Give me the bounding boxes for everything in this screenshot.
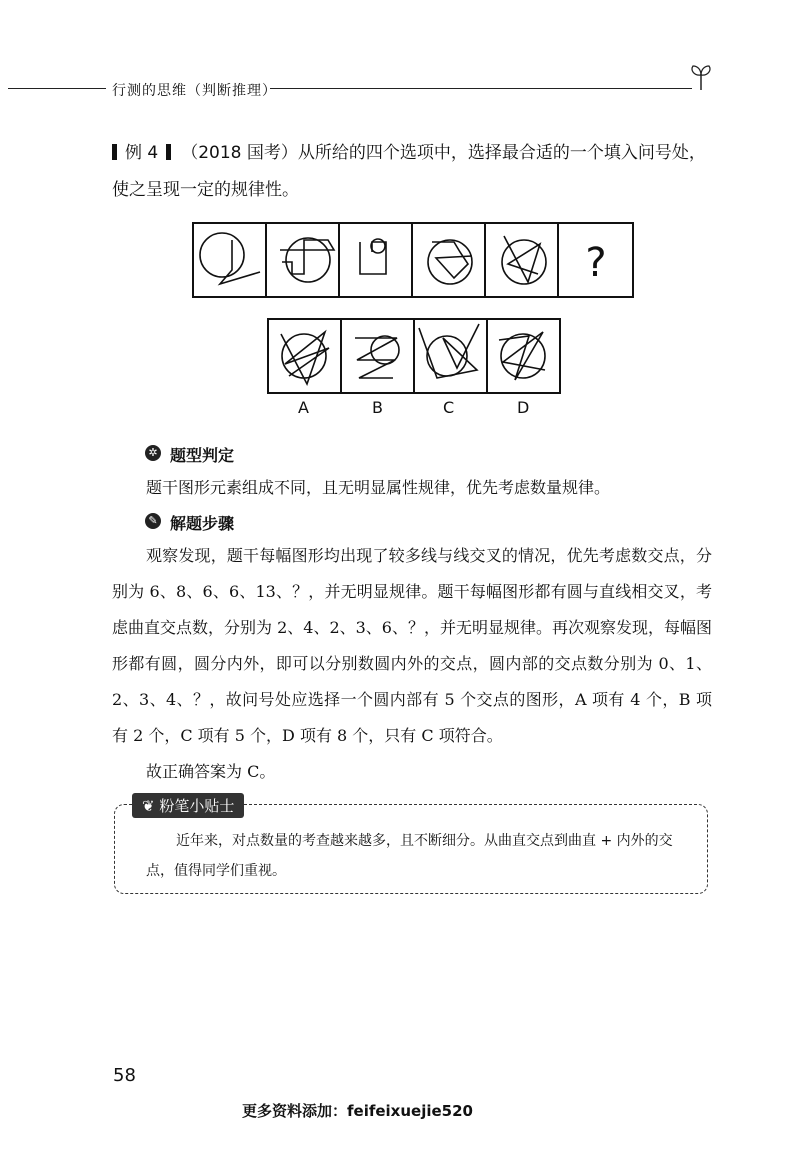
sprout-icon [688, 62, 714, 92]
header-rule-right [270, 88, 692, 89]
example-tag-bar-right [166, 144, 171, 160]
section2-paragraph-2: 故正确答案为 C。 [146, 762, 276, 781]
section2-paragraph-1: 观察发现，题干每幅图形均出现了较多线与线交叉的情况，优先考虑数交点，分别为 6、8、6、6、13、？，并无明显规律。题干每幅图形都有圆与直线相交叉，考虑曲直交点数，分别为 2、4、2、3、6、？，并无明显规律。再次观察发现，每幅图形都有圆，圆分内外，即可以分别数圆内外的交点，圆内部的交点数分别为 0、1、2、3、4、？，故问号处应选择一个圆内部有 5 个交点的图形，A 项有 4 个，B 项有 2 个，C 项有 5 个，D 项有 8 个，只有 C 项符合。 [112, 546, 712, 745]
question-cell-1 [200, 233, 260, 284]
gear-icon: ✲ [145, 445, 161, 461]
page-number: 58 [113, 1065, 136, 1086]
question-cell-2 [280, 238, 334, 282]
header-title: 行测的思维（判断推理） [112, 83, 277, 99]
example-text-line2: 使之呈现一定的规律性。 [112, 180, 299, 200]
question-cell-4 [428, 240, 472, 284]
sprout-small-icon: ❦ [142, 797, 160, 815]
section2-title: 解题步骤 [170, 514, 235, 533]
option-b-figure [355, 336, 399, 378]
puzzle-options-figure [267, 318, 561, 394]
question-cell-5 [502, 236, 546, 284]
example-heading [112, 143, 712, 163]
option-b-label: B [372, 398, 383, 417]
option-d-figure [499, 332, 545, 380]
footer-text: 更多资料添加：feifeixuejie520 [242, 1102, 473, 1120]
option-a-figure [281, 332, 329, 384]
question-mark: ? [585, 240, 607, 286]
option-d-label: D [517, 398, 530, 417]
section2-body [112, 538, 712, 790]
pen-icon: ✎ [145, 513, 161, 529]
example-tag-bar-left [112, 144, 117, 160]
header-rule-left [8, 88, 106, 89]
option-c-label: C [443, 398, 455, 417]
tip-text: 近年来，对点数量的考查越来越多，且不断细分。从曲直交点到曲直 + 内外的交点，值得同学们重视。 [146, 833, 673, 879]
question-cell-3 [360, 239, 386, 274]
option-c-figure [419, 324, 479, 378]
tip-label [132, 793, 244, 818]
tip-label-text: 粉笔小贴士 [159, 797, 235, 815]
example-tag: 例 4 [125, 143, 159, 163]
section1-text [112, 470, 712, 506]
section1-paragraph: 题干图形元素组成不同，且无明显属性规律，优先考虑数量规律。 [146, 478, 611, 497]
puzzle-question-figure [192, 222, 634, 298]
section1-title: 题型判定 [170, 446, 235, 465]
example-text: （2018 国考）从所给的四个选项中，选择最合适的一个填入问号处， [181, 143, 706, 163]
option-a-label: A [298, 398, 309, 417]
